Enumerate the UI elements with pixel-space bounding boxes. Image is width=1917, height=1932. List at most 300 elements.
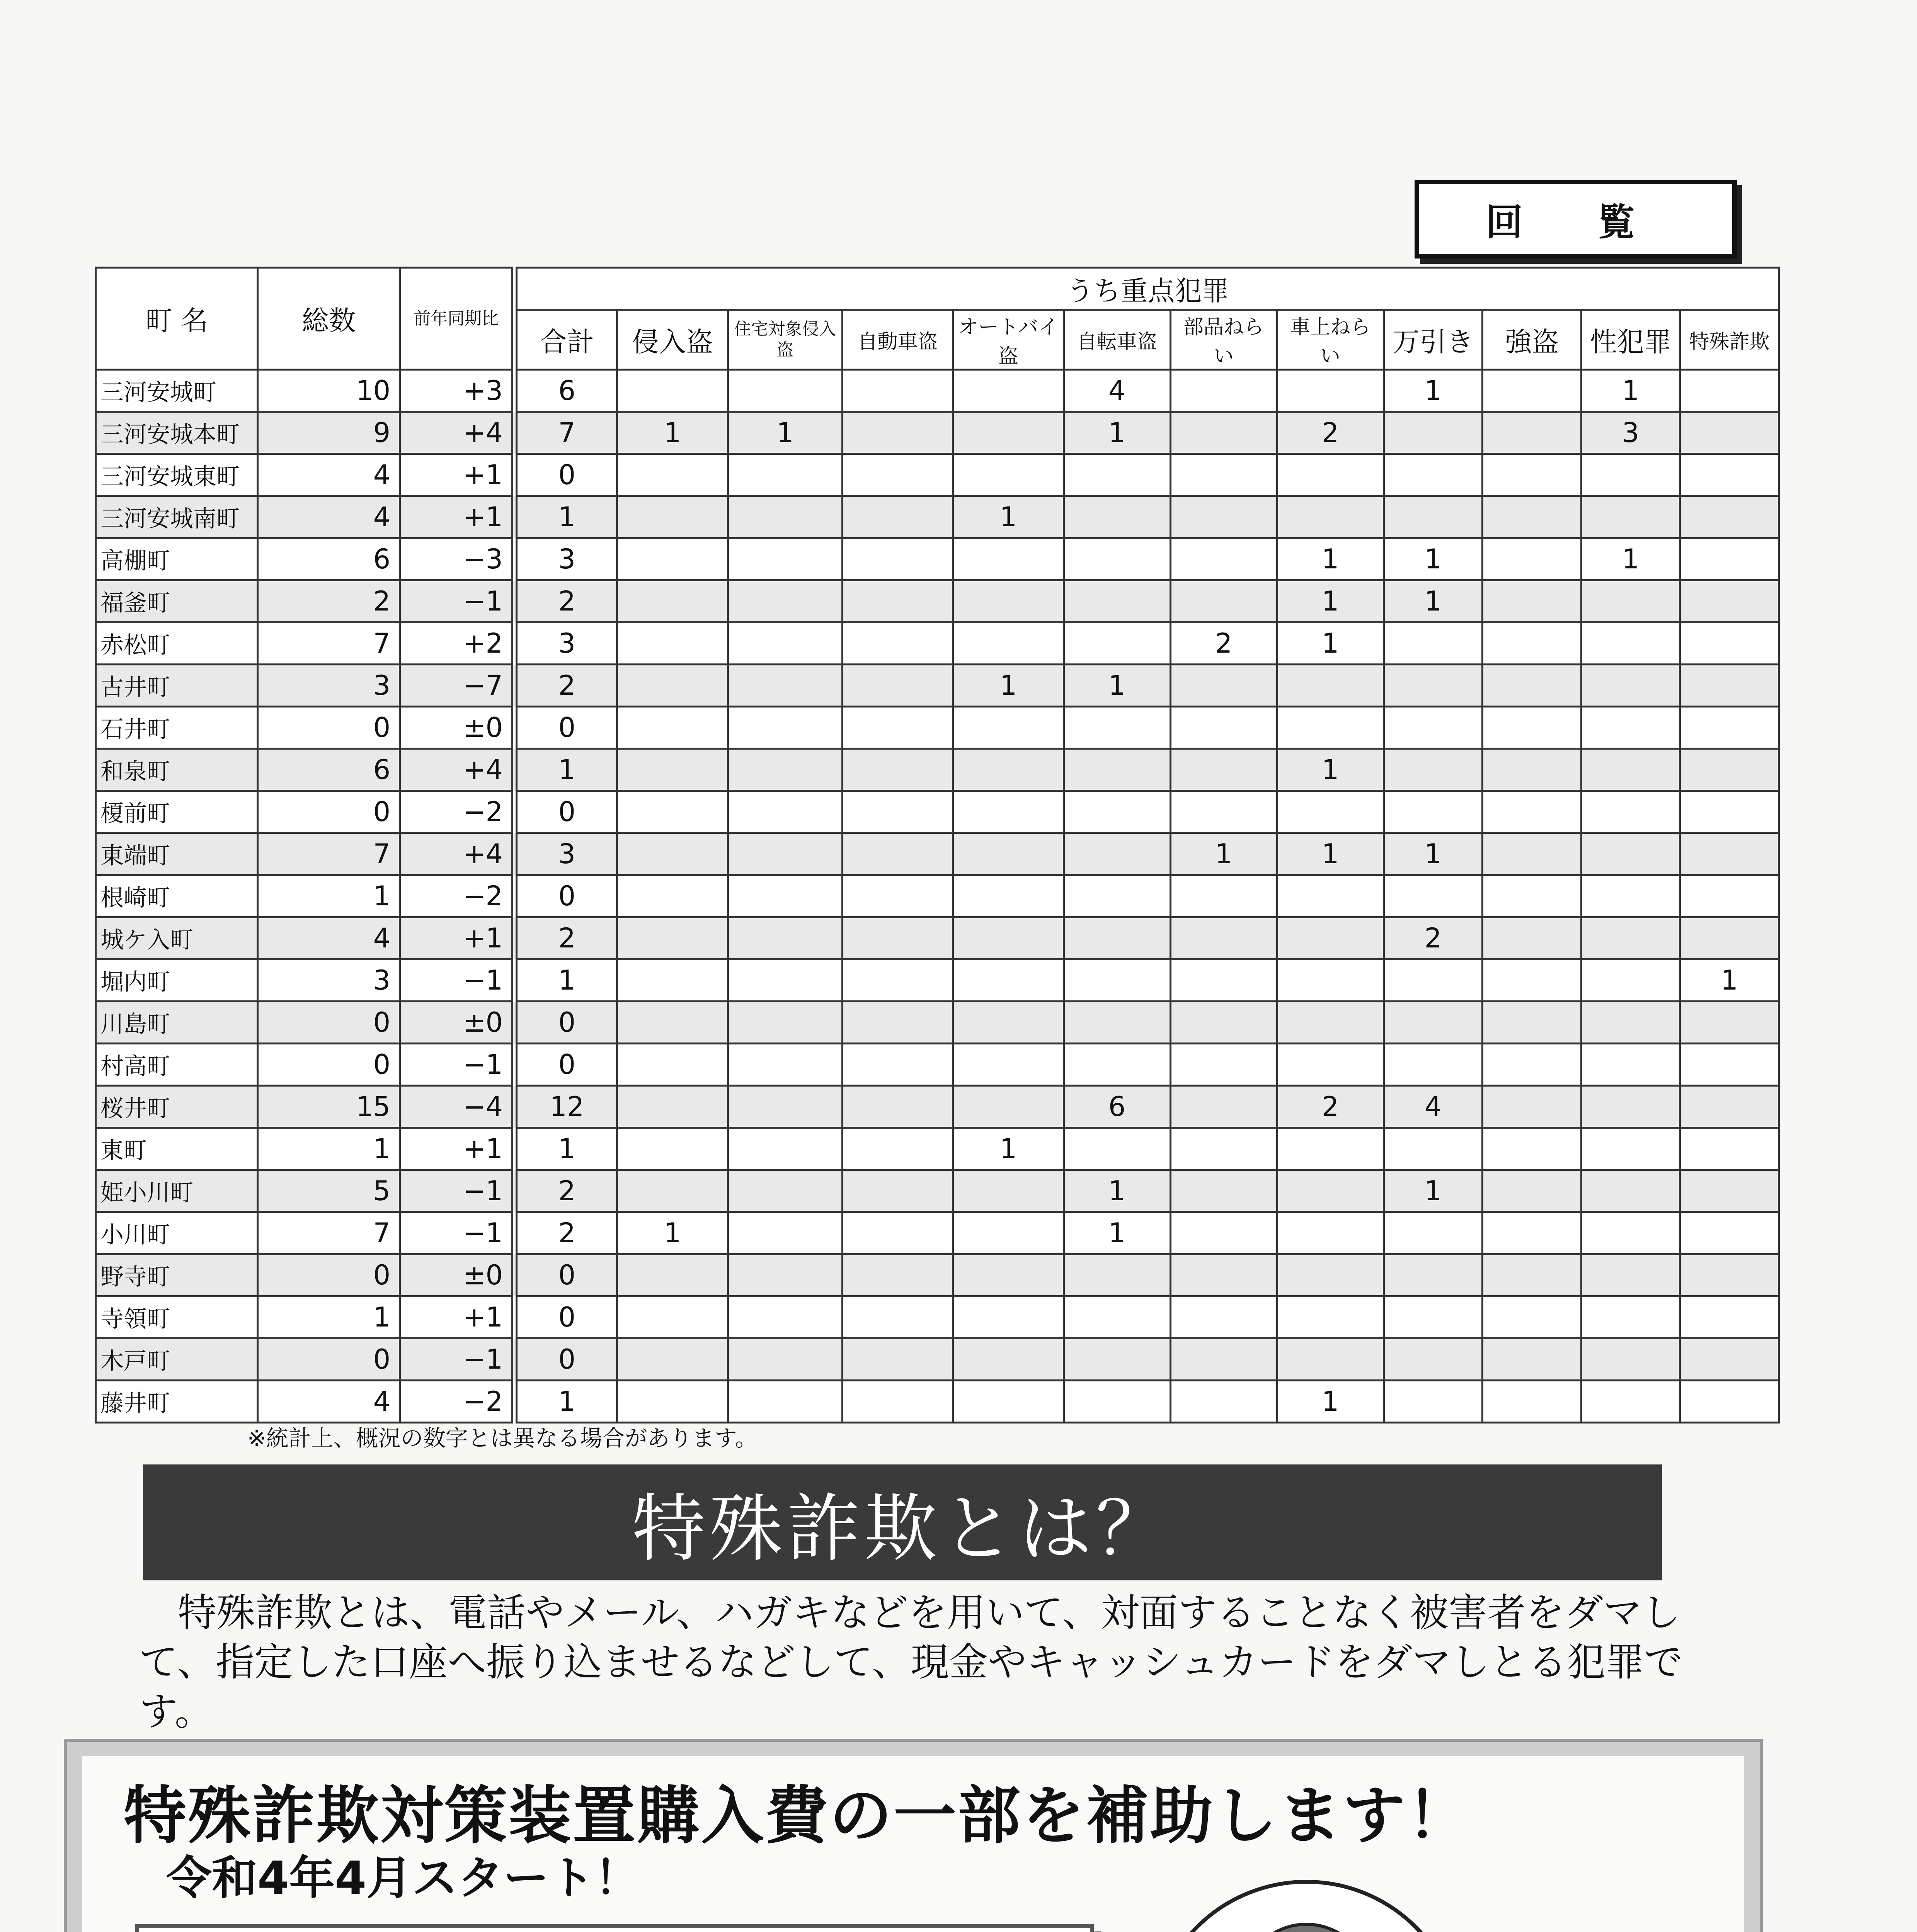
cell-shop: 2 [1384, 917, 1483, 959]
cell-prev: +4 [400, 412, 514, 454]
table-row [96, 959, 1779, 1002]
cell-fraud [1680, 1170, 1779, 1212]
cell-sex [1581, 1128, 1680, 1170]
cell-total: 4 [258, 496, 400, 538]
cell-carbreak [1277, 496, 1384, 538]
header-parts-theft: 部品ねらい [1170, 310, 1277, 370]
cell-sum: 0 [514, 1044, 617, 1086]
cell-bike [1064, 1338, 1170, 1381]
cell-sum: 2 [514, 665, 617, 707]
header-burglary: 侵入盗 [617, 310, 728, 370]
cell-shop [1384, 1338, 1483, 1381]
cell-town: 三河安城南町 [96, 496, 258, 538]
cell-parts [1170, 749, 1277, 791]
cell-bike [1064, 622, 1170, 665]
cell-moto [953, 1338, 1064, 1381]
cell-bike [1064, 959, 1170, 1002]
cell-sum: 2 [514, 917, 617, 959]
cell-parts [1170, 496, 1277, 538]
cell-robbery [1483, 1128, 1582, 1170]
cell-fraud [1680, 749, 1779, 791]
cell-robbery [1483, 959, 1582, 1002]
cell-sex [1581, 875, 1680, 917]
cell-bike: 6 [1064, 1086, 1170, 1128]
cell-bike [1064, 833, 1170, 875]
cell-robbery [1483, 1296, 1582, 1338]
cell-car [843, 833, 953, 875]
cell-town: 古井町 [96, 665, 258, 707]
cell-sex [1581, 622, 1680, 665]
cell-home [728, 749, 842, 791]
cell-sum: 0 [514, 1296, 617, 1338]
cell-carbreak [1277, 707, 1384, 749]
cell-town: 藤井町 [96, 1381, 258, 1423]
table-row [96, 917, 1779, 959]
cell-total: 7 [258, 622, 400, 665]
cell-total: 1 [258, 875, 400, 917]
cell-prev: −1 [400, 1338, 514, 1381]
circulation-stamp [1415, 180, 1737, 259]
cell-bike: 1 [1064, 412, 1170, 454]
cell-shop: 1 [1384, 1170, 1483, 1212]
cell-home [728, 959, 842, 1002]
cell-car [843, 580, 953, 622]
cell-total: 4 [258, 454, 400, 496]
cell-sum: 1 [514, 749, 617, 791]
cell-prev: +1 [400, 454, 514, 496]
cell-total: 6 [258, 749, 400, 791]
cell-burglary [617, 1044, 728, 1086]
cell-total: 4 [258, 1381, 400, 1423]
cell-car [843, 1381, 953, 1423]
cell-fraud [1680, 1002, 1779, 1044]
table-row [96, 538, 1779, 580]
cell-home [728, 622, 842, 665]
cell-town: 川島町 [96, 1002, 258, 1044]
cell-burglary [617, 875, 728, 917]
cell-carbreak [1277, 917, 1384, 959]
cell-car [843, 707, 953, 749]
cell-carbreak: 2 [1277, 412, 1384, 454]
cell-shop [1384, 959, 1483, 1002]
cell-prev: −4 [400, 1086, 514, 1128]
cell-home [728, 1002, 842, 1044]
cell-carbreak: 1 [1277, 749, 1384, 791]
cell-sex [1581, 665, 1680, 707]
cell-shop [1384, 1296, 1483, 1338]
cell-total: 10 [258, 370, 400, 412]
cell-total: 0 [258, 1254, 400, 1296]
cell-car [843, 538, 953, 580]
cell-car [843, 1086, 953, 1128]
cell-sum: 6 [514, 370, 617, 412]
cell-burglary: 1 [617, 1212, 728, 1254]
header-sum: 合計 [514, 310, 617, 370]
cell-sex [1581, 791, 1680, 833]
cell-carbreak [1277, 1044, 1384, 1086]
intro-paragraph: 特殊詐欺とは、電話やメール、ハガキなどを用いて、対面することなく被害者をダマして、指定した口座へ振り込ませるなどして、現金やキャッシュカードをダマしとる犯罪です。 [139, 1590, 1683, 1734]
cell-robbery [1483, 707, 1582, 749]
cell-bike: 1 [1064, 1212, 1170, 1254]
cell-total: 0 [258, 1044, 400, 1086]
cell-parts [1170, 875, 1277, 917]
cell-prev: −2 [400, 791, 514, 833]
cell-moto [953, 370, 1064, 412]
cell-town: 福釜町 [96, 580, 258, 622]
cell-shop [1384, 665, 1483, 707]
cell-home [728, 580, 842, 622]
cell-sex [1581, 1086, 1680, 1128]
cell-parts [1170, 1044, 1277, 1086]
stats-body [96, 370, 1779, 1423]
cell-parts [1170, 1002, 1277, 1044]
cell-burglary [617, 1254, 728, 1296]
cell-shop [1384, 1044, 1483, 1086]
cell-home [728, 538, 842, 580]
cell-shop [1384, 412, 1483, 454]
table-row [96, 665, 1779, 707]
table-row [96, 1086, 1779, 1128]
cell-parts [1170, 1170, 1277, 1212]
cell-sex [1581, 833, 1680, 875]
cell-home [728, 1338, 842, 1381]
cell-prev: +1 [400, 1296, 514, 1338]
subsidy-title-box [135, 1924, 1094, 1932]
cell-parts [1170, 1338, 1277, 1381]
header-shoplifting: 万引き [1384, 310, 1483, 370]
cell-parts: 1 [1170, 833, 1277, 875]
cell-burglary [617, 665, 728, 707]
cell-parts [1170, 1212, 1277, 1254]
cell-car [843, 1254, 953, 1296]
cell-parts [1170, 580, 1277, 622]
table-row [96, 1128, 1779, 1170]
table-row [96, 875, 1779, 917]
cell-sex [1581, 1381, 1680, 1423]
cell-prev: −1 [400, 959, 514, 1002]
cell-robbery [1483, 1338, 1582, 1381]
cell-moto [953, 875, 1064, 917]
cell-bike: 4 [1064, 370, 1170, 412]
cell-total: 1 [258, 1128, 400, 1170]
cell-total: 0 [258, 791, 400, 833]
cell-sex [1581, 454, 1680, 496]
header-robbery: 強盗 [1483, 310, 1582, 370]
cell-total: 2 [258, 580, 400, 622]
cell-home [728, 665, 842, 707]
cell-total: 7 [258, 1212, 400, 1254]
subsidy-start: 令和4年4月スタート！ [166, 1851, 640, 1905]
cell-carbreak: 1 [1277, 622, 1384, 665]
cell-home [728, 1296, 842, 1338]
cell-total: 1 [258, 1296, 400, 1338]
cell-moto [953, 1296, 1064, 1338]
cell-home [728, 1254, 842, 1296]
cell-robbery [1483, 1381, 1582, 1423]
cell-town: 根崎町 [96, 875, 258, 917]
cell-prev: +1 [400, 917, 514, 959]
cell-fraud [1680, 1381, 1779, 1423]
cell-home [728, 454, 842, 496]
cell-burglary [617, 1002, 728, 1044]
cell-parts [1170, 1296, 1277, 1338]
cell-fraud [1680, 622, 1779, 665]
cell-shop [1384, 1002, 1483, 1044]
cell-bike [1064, 1002, 1170, 1044]
cell-fraud [1680, 538, 1779, 580]
cell-town: 姫小川町 [96, 1170, 258, 1212]
cell-sum: 0 [514, 1338, 617, 1381]
cell-carbreak [1277, 1338, 1384, 1381]
header-prev-compare: 前年同期比 [400, 268, 514, 370]
table-row [96, 1254, 1779, 1296]
cell-sum: 0 [514, 707, 617, 749]
cell-prev: −1 [400, 1170, 514, 1212]
cell-burglary [617, 496, 728, 538]
cell-sex: 1 [1581, 538, 1680, 580]
cell-home [728, 875, 842, 917]
cell-fraud [1680, 707, 1779, 749]
cell-fraud [1680, 875, 1779, 917]
cell-robbery [1483, 1044, 1582, 1086]
cell-home [728, 791, 842, 833]
cell-prev: −1 [400, 580, 514, 622]
cell-robbery [1483, 665, 1582, 707]
cell-moto [953, 412, 1064, 454]
cell-bike [1064, 917, 1170, 959]
cell-fraud [1680, 496, 1779, 538]
cell-home [728, 707, 842, 749]
cell-parts [1170, 1128, 1277, 1170]
cell-moto [953, 1002, 1064, 1044]
cell-prev: ±0 [400, 707, 514, 749]
cell-prev: +1 [400, 1128, 514, 1170]
cell-carbreak: 1 [1277, 833, 1384, 875]
header-key-crimes: うち重点犯罪 [514, 268, 1779, 310]
cell-carbreak [1277, 454, 1384, 496]
cell-total: 6 [258, 538, 400, 580]
cell-burglary [617, 917, 728, 959]
cell-car [843, 791, 953, 833]
table-row [96, 1381, 1779, 1423]
cell-burglary [617, 749, 728, 791]
cell-car [843, 454, 953, 496]
header-motorbike-theft: オートバイ盗 [953, 310, 1064, 370]
table-row [96, 1044, 1779, 1086]
cell-bike [1064, 1044, 1170, 1086]
cell-carbreak [1277, 370, 1384, 412]
cell-burglary [617, 1170, 728, 1212]
cell-town: 三河安城町 [96, 370, 258, 412]
cell-moto: 1 [953, 665, 1064, 707]
cell-shop [1384, 1381, 1483, 1423]
cell-shop: 1 [1384, 580, 1483, 622]
cell-town: 村高町 [96, 1044, 258, 1086]
cell-shop [1384, 1212, 1483, 1254]
cell-total: 3 [258, 665, 400, 707]
cell-total: 7 [258, 833, 400, 875]
cell-shop: 4 [1384, 1086, 1483, 1128]
cell-town: 高棚町 [96, 538, 258, 580]
cell-shop: 1 [1384, 833, 1483, 875]
cell-burglary [617, 454, 728, 496]
cell-fraud [1680, 580, 1779, 622]
table-row [96, 1338, 1779, 1381]
cell-fraud [1680, 833, 1779, 875]
cell-home [728, 1170, 842, 1212]
cell-car [843, 496, 953, 538]
cell-sum: 7 [514, 412, 617, 454]
cell-sum: 12 [514, 1086, 617, 1128]
header-fraud: 特殊詐欺 [1680, 310, 1779, 370]
cell-car [843, 412, 953, 454]
fraud-call-illustration [1105, 1870, 1747, 1932]
cell-bike [1064, 1128, 1170, 1170]
table-row [96, 622, 1779, 665]
table-row [96, 412, 1779, 454]
cell-fraud [1680, 917, 1779, 959]
cell-town: 城ケ入町 [96, 917, 258, 959]
table-row [96, 833, 1779, 875]
cell-shop [1384, 875, 1483, 917]
crime-statistics-table [95, 267, 1780, 1423]
cell-car [843, 622, 953, 665]
cell-carbreak [1277, 1128, 1384, 1170]
cell-moto [953, 622, 1064, 665]
cell-town: 和泉町 [96, 749, 258, 791]
cell-burglary [617, 622, 728, 665]
cell-town: 野寺町 [96, 1254, 258, 1296]
cell-fraud [1680, 1338, 1779, 1381]
cell-moto: 1 [953, 496, 1064, 538]
cell-moto [953, 917, 1064, 959]
cell-burglary [617, 707, 728, 749]
cell-fraud [1680, 412, 1779, 454]
cell-home: 1 [728, 412, 842, 454]
table-row [96, 370, 1779, 412]
stamp-label: 回 覧 [1486, 200, 1666, 244]
cell-carbreak [1277, 1212, 1384, 1254]
cell-sum: 0 [514, 1002, 617, 1044]
cell-sex [1581, 959, 1680, 1002]
cell-bike [1064, 707, 1170, 749]
cell-fraud [1680, 1296, 1779, 1338]
cell-carbreak: 1 [1277, 538, 1384, 580]
cell-carbreak [1277, 1170, 1384, 1212]
cell-home [728, 496, 842, 538]
cell-sex [1581, 749, 1680, 791]
cell-parts [1170, 791, 1277, 833]
cell-robbery [1483, 1254, 1582, 1296]
cell-sex [1581, 1296, 1680, 1338]
cell-car [843, 1296, 953, 1338]
cell-moto [953, 538, 1064, 580]
cell-total: 0 [258, 1002, 400, 1044]
cell-sum: 2 [514, 580, 617, 622]
cell-robbery [1483, 622, 1582, 665]
cell-home [728, 1044, 842, 1086]
table-row [96, 707, 1779, 749]
cell-burglary [617, 1128, 728, 1170]
cell-home [728, 1381, 842, 1423]
cell-moto [953, 1044, 1064, 1086]
cell-shop [1384, 1128, 1483, 1170]
cell-total: 9 [258, 412, 400, 454]
cell-sex [1581, 1170, 1680, 1212]
cell-prev: +1 [400, 496, 514, 538]
cell-robbery [1483, 496, 1582, 538]
header-home-burglary: 住宅対象侵入盗 [728, 310, 842, 370]
cell-shop [1384, 749, 1483, 791]
cell-prev: +2 [400, 622, 514, 665]
cell-sum: 1 [514, 959, 617, 1002]
cell-town: 小川町 [96, 1212, 258, 1254]
cell-car [843, 665, 953, 707]
table-row [96, 580, 1779, 622]
cell-sex [1581, 1212, 1680, 1254]
cell-carbreak: 1 [1277, 580, 1384, 622]
cell-moto [953, 791, 1064, 833]
cell-parts [1170, 917, 1277, 959]
cell-moto: 1 [953, 1128, 1064, 1170]
cell-shop [1384, 707, 1483, 749]
cell-home [728, 1086, 842, 1128]
cell-sum: 3 [514, 538, 617, 580]
cell-burglary: 1 [617, 412, 728, 454]
cell-burglary [617, 370, 728, 412]
cell-prev: ±0 [400, 1254, 514, 1296]
cell-bike [1064, 875, 1170, 917]
cell-bike [1064, 1381, 1170, 1423]
cell-shop [1384, 791, 1483, 833]
cell-sum: 0 [514, 454, 617, 496]
cell-bike [1064, 496, 1170, 538]
cell-car [843, 1170, 953, 1212]
cell-parts [1170, 454, 1277, 496]
cell-fraud [1680, 1254, 1779, 1296]
cell-bike [1064, 580, 1170, 622]
cell-sex [1581, 1338, 1680, 1381]
cell-carbreak [1277, 875, 1384, 917]
cell-prev: +4 [400, 833, 514, 875]
cell-parts [1170, 1381, 1277, 1423]
cell-robbery [1483, 791, 1582, 833]
cell-car [843, 1002, 953, 1044]
table-note: ※統計上、概況の数字とは異なる場合があります。 [247, 1425, 758, 1451]
cell-robbery [1483, 370, 1582, 412]
cell-total: 0 [258, 1338, 400, 1381]
cell-parts [1170, 412, 1277, 454]
header-sex-crime: 性犯罪 [1581, 310, 1680, 370]
section-title-text: 特殊詐欺とは？ [632, 1486, 1173, 1571]
cell-carbreak [1277, 959, 1384, 1002]
cell-burglary [617, 1338, 728, 1381]
cell-robbery [1483, 454, 1582, 496]
cell-sex [1581, 1002, 1680, 1044]
scammer-illustration [1152, 1882, 1461, 1932]
cell-fraud [1680, 1044, 1779, 1086]
cell-fraud [1680, 1086, 1779, 1128]
cell-carbreak [1277, 791, 1384, 833]
cell-parts [1170, 1086, 1277, 1128]
cell-bike [1064, 1254, 1170, 1296]
cell-town: 三河安城東町 [96, 454, 258, 496]
cell-prev: −3 [400, 538, 514, 580]
table-row [96, 1296, 1779, 1338]
table-row [96, 1212, 1779, 1254]
cell-carbreak: 1 [1277, 1381, 1384, 1423]
cell-parts: 2 [1170, 622, 1277, 665]
